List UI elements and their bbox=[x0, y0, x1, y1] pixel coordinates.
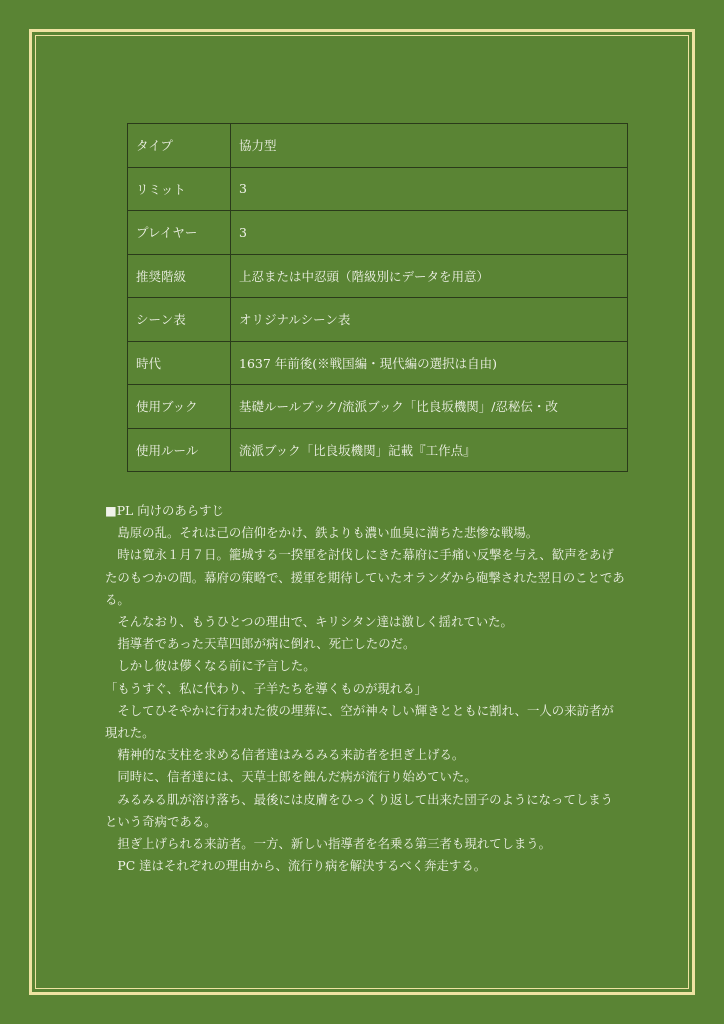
synopsis-quote: 「もうすぐ、私に代わり、子羊たちを導くものが現れる」 bbox=[105, 680, 427, 696]
spec-value: 協力型 bbox=[231, 124, 628, 168]
synopsis-paragraph: 島原の乱。それは己の信仰をかけ、鉄よりも濃い血臭に満ちた悲惨な戦場。 bbox=[117, 525, 539, 541]
spec-label: 時代 bbox=[128, 341, 231, 385]
synopsis-paragraph: みるみる肌が溶け落ち、最後には皮膚をひっくり返して出来た団子のようになってしまうという奇病である。 bbox=[105, 791, 614, 829]
spec-label: 使用ルール bbox=[128, 428, 231, 472]
spec-row-players bbox=[128, 211, 628, 255]
spec-value: 流派ブック「比良坂機関」記載『工作点』 bbox=[231, 428, 628, 472]
synopsis-section bbox=[105, 500, 625, 877]
synopsis-paragraph: 指導者であった天草四郎が病に倒れ、死亡したのだ。 bbox=[117, 636, 416, 652]
spec-label: 推奨階級 bbox=[128, 254, 231, 298]
spec-label: タイプ bbox=[128, 124, 231, 168]
spec-row-rules bbox=[128, 428, 628, 472]
synopsis-paragraph: そんなおり、もうひとつの理由で、キリシタン達は激しく揺れていた。 bbox=[117, 614, 513, 630]
spec-row-scene-table bbox=[128, 298, 628, 342]
spec-value: 3 bbox=[231, 167, 628, 211]
spec-value: 上忍または中忍頭（階級別にデータを用意） bbox=[231, 254, 628, 298]
spec-value: 基礎ルールブック/流派ブック「比良坂機関」/忍秘伝・改 bbox=[231, 385, 628, 429]
spec-row-type bbox=[128, 124, 628, 168]
spec-label: プレイヤー bbox=[128, 211, 231, 255]
synopsis-heading: ■PL 向けのあらすじ bbox=[105, 503, 224, 518]
spec-row-limit bbox=[128, 167, 628, 211]
synopsis-paragraph: しかし彼は儚くなる前に予言した。 bbox=[117, 658, 316, 674]
spec-row-books bbox=[128, 385, 628, 429]
synopsis-paragraph: 精神的な支柱を求める信者達はみるみる来訪者を担ぎ上げる。 bbox=[117, 747, 465, 763]
spec-row-rank bbox=[128, 254, 628, 298]
synopsis-paragraph: 担ぎ上げられる来訪者。一方、新しい指導者を名乗る第三者も現れてしまう。 bbox=[117, 836, 552, 852]
spec-label: リミット bbox=[128, 167, 231, 211]
synopsis-paragraph: PC 達はそれぞれの理由から、流行り病を解決するべく奔走する。 bbox=[117, 858, 487, 874]
spec-row-era bbox=[128, 341, 628, 385]
scenario-spec-table bbox=[127, 123, 628, 472]
spec-value: 3 bbox=[231, 211, 628, 255]
synopsis-paragraph: 同時に、信者達には、天草士郎を蝕んだ病が流行り始めていた。 bbox=[117, 769, 477, 785]
spec-label: シーン表 bbox=[128, 298, 231, 342]
synopsis-paragraph: 時は寛永１月７日。籠城する一揆軍を討伐しにきた幕府に手痛い反撃を与え、歓声をあげたのもつかの間。幕府の策略で、援軍を期待していたオランダから砲撃された翌日のことである。 bbox=[105, 547, 625, 607]
synopsis-paragraph: そしてひそやかに行われた彼の埋葬に、空が神々しい輝きとともに割れ、一人の来訪者が現れた。 bbox=[105, 702, 614, 741]
spec-value: 1637 年前後(※戦国編・現代編の選択は自由) bbox=[231, 341, 628, 385]
spec-label: 使用ブック bbox=[128, 385, 231, 429]
spec-value: オリジナルシーン表 bbox=[231, 298, 628, 342]
